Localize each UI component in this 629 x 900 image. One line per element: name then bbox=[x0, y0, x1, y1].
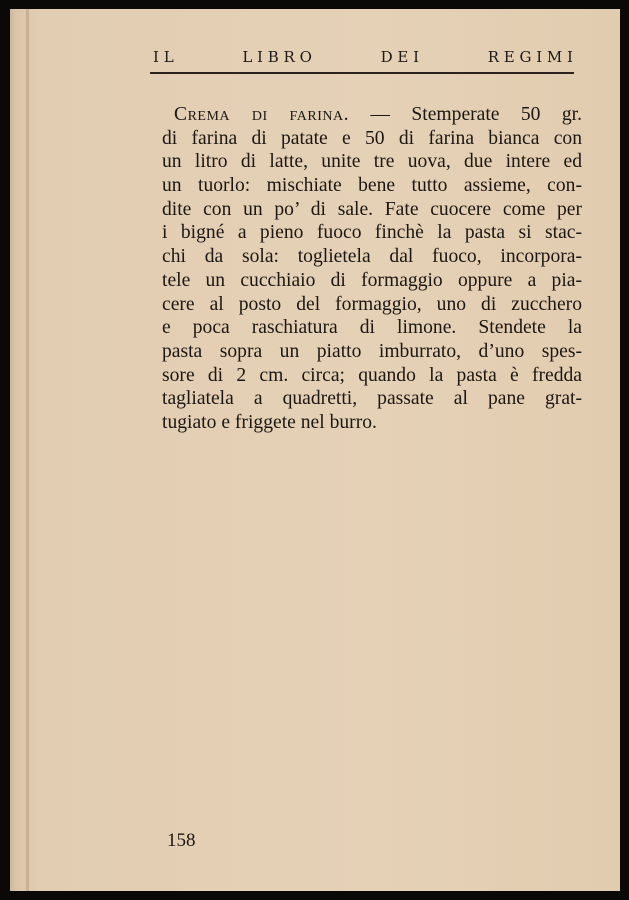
running-head-word: R E G I M I bbox=[487, 48, 573, 66]
text-line: tagliatela a quadretti, passate al pane grat- bbox=[162, 388, 582, 410]
text-line: di farina di patate e 50 di farina bianca con bbox=[162, 127, 582, 149]
text-line: chi da sola: toglietela dal fuoco, incorpora- bbox=[162, 246, 582, 268]
running-head-word: I L bbox=[153, 48, 174, 66]
recipe-title: Crema di farina. bbox=[174, 104, 350, 125]
text-line: e poca raschiatura di limone. Stendete la bbox=[162, 317, 582, 339]
running-head-word: D E I bbox=[380, 48, 420, 66]
text-line: i bigné a pieno fuoco finchè la pasta si stac- bbox=[162, 222, 582, 244]
text-line: un litro di latte, unite tre uova, due intere ed bbox=[162, 151, 582, 173]
text-line: Crema di farina. — Stemperate 50 gr. bbox=[174, 104, 582, 125]
page-number: 158 bbox=[167, 830, 196, 851]
text-line: dite con un po’ di sale. Fate cuocere come per bbox=[162, 198, 582, 220]
recipe-text bbox=[162, 103, 582, 435]
running-head bbox=[153, 48, 573, 66]
text-line: cere al posto del formaggio, uno di zucchero bbox=[162, 293, 582, 315]
page-gutter bbox=[26, 9, 29, 891]
running-head-word: L I B R O bbox=[242, 48, 312, 66]
text-line: sore di 2 cm. circa; quando la pasta è fredda bbox=[162, 364, 582, 386]
text-line: un tuorlo: mischiate bene tutto assieme, con- bbox=[162, 175, 582, 197]
header-rule bbox=[150, 72, 574, 74]
text-line: tugiato e friggete nel burro. bbox=[162, 411, 377, 433]
text-line: pasta sopra un piatto imburrato, d’uno spes- bbox=[162, 340, 582, 362]
text-line: tele un cucchiaio di formaggio oppure a pia- bbox=[162, 269, 582, 291]
